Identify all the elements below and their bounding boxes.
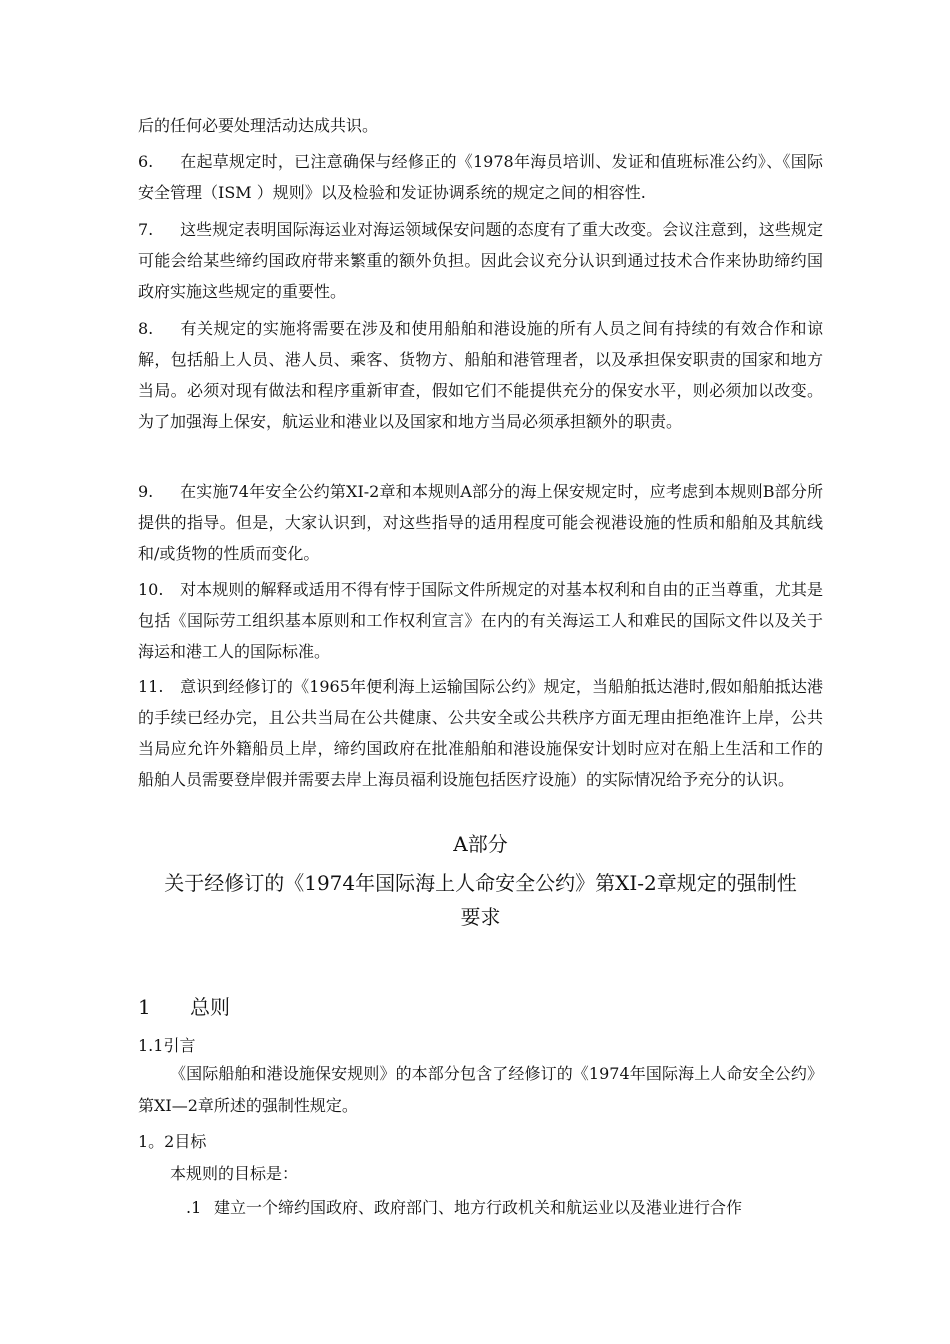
section-heading — [138, 990, 230, 1024]
item-number: .1 — [186, 1198, 202, 1217]
item-text: 建立一个缔约国政府、政府部门、地方行政机关和航运业以及港业进行合作 — [214, 1198, 743, 1217]
paragraph-text: 在起草规定时，已注意确保与经修正的《1978年海员培训、发证和值班标准公约》、《国际安全管理（ISM ）规则》以及检验和发证协调系统的规定之间的相容性. — [138, 152, 823, 202]
paragraph-9 — [138, 476, 823, 569]
section-number: 1 — [138, 995, 151, 1019]
paragraph-8 — [138, 313, 823, 437]
paragraph-number: 6. — [138, 152, 154, 171]
paragraph-text: 对本规则的解释或适用不得有悖于国际文件所规定的对基本权利和自由的正当尊重，尤其是包括《国际劳工组织基本原则和工作权利宣言》在内的有关海运工人和难民的国际文件以及关于海运和港工人的国际标准。 — [138, 580, 823, 661]
paragraph-number: 10. — [138, 580, 164, 599]
subsection-text-1-1: 《国际船舶和港设施保安规则》的本部分包含了经修订的《1974年国际海上人命安全公约》第XI—2章所述的强制性规定。 — [138, 1064, 823, 1115]
paragraph-text: 这些规定表明国际海运业对海运领域保安问题的态度有了重大改变。会议注意到，这些规定可能会给某些缔约国政府带来繁重的额外负担。因此会议充分认识到通过技术合作来协助缔约国政府实施这些规定的重要性。 — [138, 220, 823, 301]
paragraph-number: 11. — [138, 677, 164, 696]
paragraph-10 — [138, 574, 823, 667]
objective-item-1 — [186, 1194, 742, 1222]
paragraph-number: 9. — [138, 482, 154, 501]
paragraph-7 — [138, 214, 823, 307]
paragraph-6 — [138, 146, 823, 208]
paragraph-number: 8. — [138, 319, 154, 338]
section-title: 总则 — [190, 995, 230, 1019]
part-title: A部分 — [453, 832, 508, 856]
part-subtitle-line2: 要求 — [460, 905, 501, 929]
paragraph-text: 意识到经修订的《1965年便利海上运输国际公约》规定，当船舶抵达港时,假如船舶抵达港的手续已经办完，且公共当局在公共健康、公共安全或公共秩序方面无理由拒绝准许上岸，公共当局应允许外籍船员上岸，缔约国政府在批准船舶和港设施保安计划时应对在船上生活和工作的船舶人员需要登岸假并需要去岸上海员福利设施包括医疗设施）的实际情况给予充分的认识。 — [138, 677, 823, 789]
paragraph-number: 7. — [138, 220, 154, 239]
paragraph-text: 有关规定的实施将需要在涉及和使用船舶和港设施的所有人员之间有持续的有效合作和谅解，包括船上人员、港人员、乘客、货物方、船舶和港管理者，以及承担保安职责的国家和地方当局。必须对现有做法和程序重新审查，假如它们不能提供充分的保安水平，则必须加以改变。为了加强海上保安，航运业和港业以及国家和地方当局必须承担额外的职责。 — [138, 319, 823, 431]
objectives-intro: 本规则的目标是： — [170, 1164, 299, 1183]
paragraph-11 — [138, 671, 823, 795]
part-subtitle-line1: 关于经修订的《1974年国际海上人命安全公约》第XI-2章规定的强制性 — [164, 871, 797, 895]
paragraph-text: 在实施74年安全公约第XI-2章和本规则A部分的海上保安规定时，应考虑到本规则B部分所提供的指导。但是，大家认识到，对这些指导的适用程度可能会视港设施的性质和船舶及其航线和/或货物的性质而变化。 — [138, 482, 823, 563]
paragraph-continuation: 后的任何必要处理活动达成共识。 — [138, 116, 379, 135]
subsection-heading-1-2: 1。2目标 — [138, 1132, 207, 1151]
subsection-heading-1-1: 1.1引言 — [138, 1036, 196, 1055]
